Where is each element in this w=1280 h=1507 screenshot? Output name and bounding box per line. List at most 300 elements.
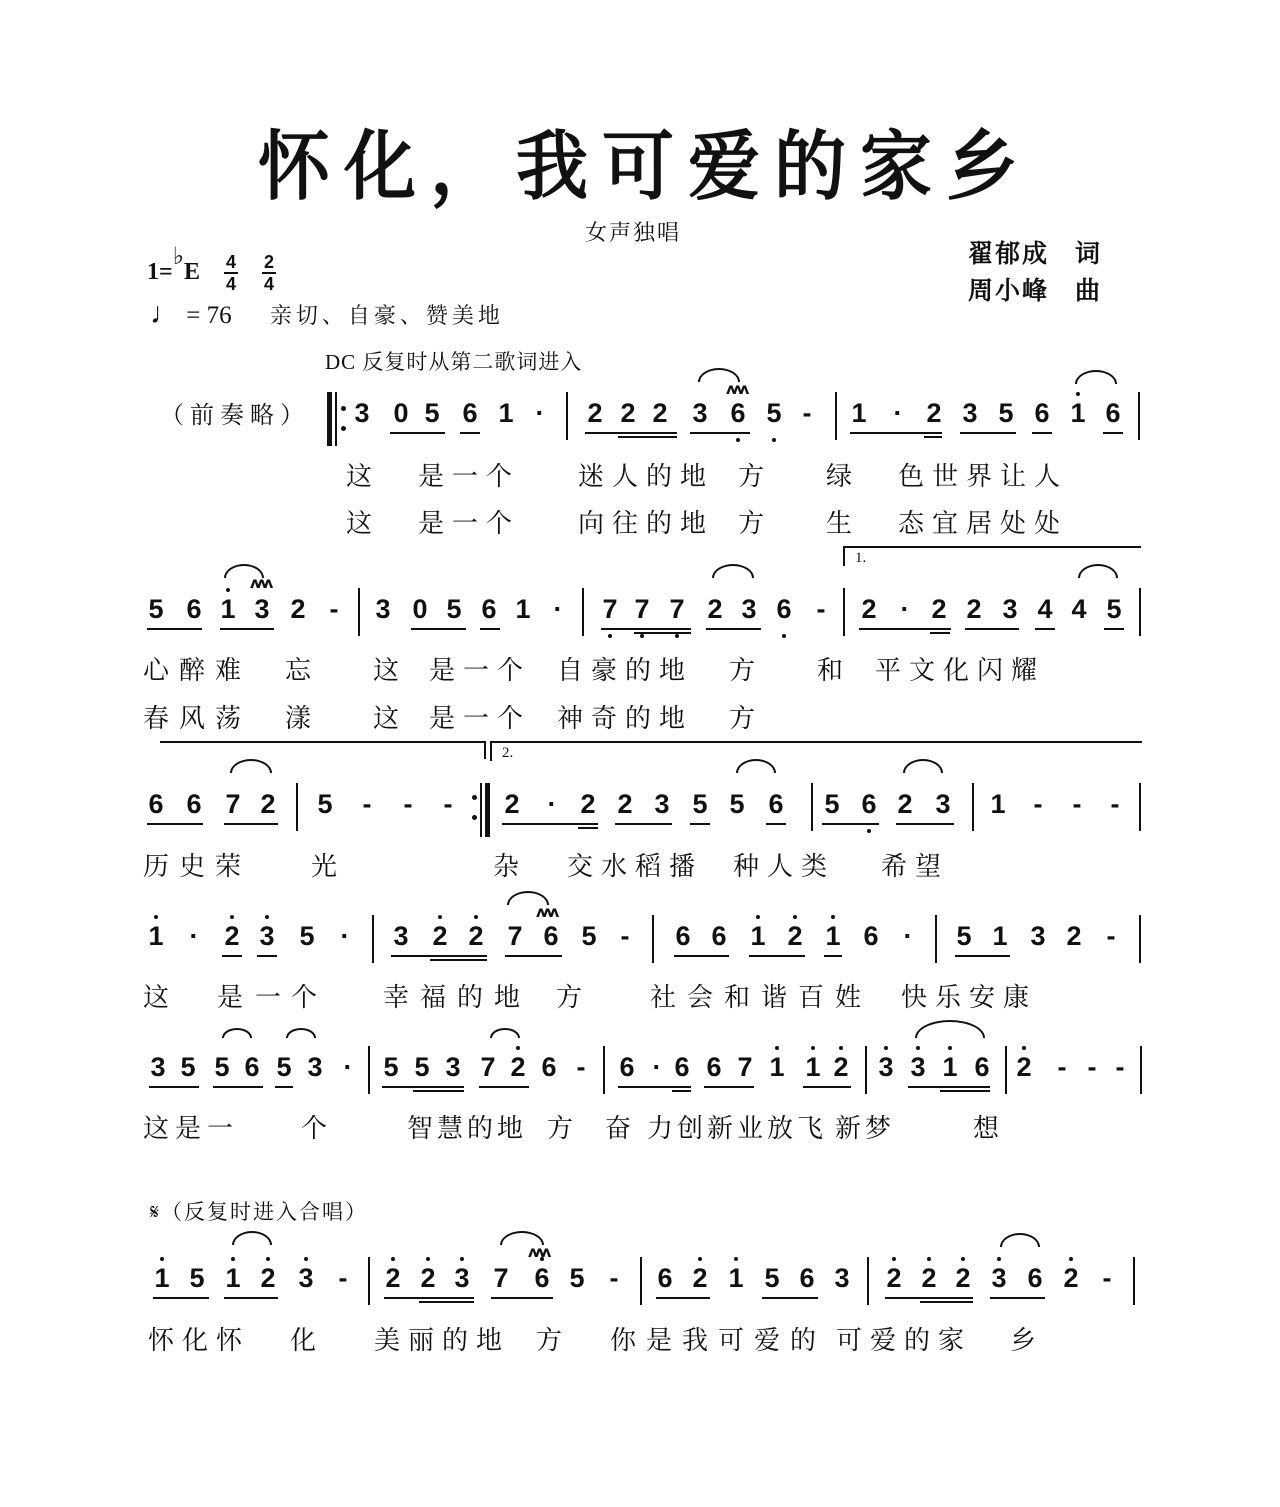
note: 5 xyxy=(148,594,164,624)
note: 6 xyxy=(619,1052,635,1082)
note: 6 xyxy=(543,921,559,951)
repeat-end-barline xyxy=(485,783,490,837)
underline xyxy=(419,1301,474,1303)
barline xyxy=(1133,1257,1135,1305)
note: 5 xyxy=(414,1052,430,1082)
note: - xyxy=(443,789,453,819)
note: 3 xyxy=(254,594,270,624)
note: 5 xyxy=(1106,594,1122,624)
note: 5 xyxy=(729,789,745,819)
barline xyxy=(372,915,374,963)
barline xyxy=(652,915,654,963)
underline xyxy=(1032,432,1052,434)
note: 1 xyxy=(746,921,770,951)
note: 5 xyxy=(446,594,462,624)
note: 2 xyxy=(931,594,947,624)
note: 5 xyxy=(569,1263,585,1293)
note: - xyxy=(1115,1052,1125,1082)
note: 5 xyxy=(762,398,786,428)
note: 3 xyxy=(987,1263,1011,1293)
note: 3 xyxy=(906,1052,930,1082)
note: 2 xyxy=(951,1263,975,1293)
underline xyxy=(859,628,951,630)
staff-line-3 xyxy=(0,789,1280,845)
note: 5 xyxy=(581,921,597,951)
note: · xyxy=(340,921,350,951)
note: 6 xyxy=(186,594,202,624)
underline xyxy=(615,823,672,825)
barline xyxy=(1139,588,1141,636)
note: 7 xyxy=(737,1052,753,1082)
note: 5 xyxy=(317,789,333,819)
note: 6 xyxy=(706,1052,722,1082)
note: - xyxy=(609,1263,619,1293)
note: 4 xyxy=(1071,594,1087,624)
note: 2 xyxy=(220,921,244,951)
barline xyxy=(368,1046,370,1094)
key-label: 1= xyxy=(147,259,173,285)
note: 5 xyxy=(424,398,440,428)
note: 2 xyxy=(926,398,942,428)
underline xyxy=(222,955,242,957)
lyrics-verse-1-line-1: 这 是 一 个 迷 人 的 地 方 绿 色 世 界 让 人 xyxy=(346,462,1061,492)
note: 2 xyxy=(464,921,488,951)
performance-type: 女声独唱 xyxy=(585,221,682,246)
underline xyxy=(480,628,500,630)
note: - xyxy=(620,921,630,951)
barline xyxy=(640,1257,642,1305)
note: 2 xyxy=(381,1263,405,1293)
note: 3 xyxy=(354,398,370,428)
staff-line-6 xyxy=(0,1243,1280,1319)
note: 2 xyxy=(652,398,668,428)
underline xyxy=(850,432,942,434)
note: 2 xyxy=(1012,1052,1036,1082)
key-signature xyxy=(147,244,276,295)
note: 6 xyxy=(244,1052,260,1082)
underline xyxy=(147,628,202,630)
underline xyxy=(674,955,729,957)
note: 3 xyxy=(935,789,951,819)
underline xyxy=(656,1297,710,1299)
note: 6 xyxy=(148,789,164,819)
barline xyxy=(582,588,584,636)
repeat-dot xyxy=(341,426,346,431)
note: 1 xyxy=(851,398,867,428)
note: 1 xyxy=(821,921,845,951)
slur xyxy=(1078,564,1118,578)
underline xyxy=(924,436,942,438)
underline xyxy=(618,436,677,438)
staff-line-4 xyxy=(0,903,1280,977)
underline xyxy=(390,432,445,434)
barline xyxy=(368,1257,370,1305)
note: 1 xyxy=(724,1263,748,1293)
note: 1 xyxy=(992,921,1008,951)
repeat-dot xyxy=(472,815,477,820)
note: 6 xyxy=(974,1052,990,1082)
note: 5 xyxy=(189,1263,205,1293)
underline xyxy=(220,628,274,630)
slur xyxy=(1075,370,1117,384)
underline xyxy=(1104,628,1124,630)
lyrics-line-3: 历 史 荣 光 杂 交 水 稻 播 种 人 类 希 望 xyxy=(143,852,942,882)
note: 1 xyxy=(144,921,168,951)
note: 5 xyxy=(764,1263,780,1293)
note: · xyxy=(343,1052,353,1082)
tempo-marking xyxy=(150,297,504,331)
lyrics-line-6: 怀 化 怀 化 美 丽 的 地 方 你 是 我 可 爱 的 可 爱 的 家 乡 xyxy=(148,1326,1037,1356)
note: 6 xyxy=(674,1052,690,1082)
note: · xyxy=(189,921,199,951)
note: 3 xyxy=(255,921,279,951)
underline xyxy=(460,432,480,434)
underline xyxy=(885,1297,973,1299)
note: 3 xyxy=(741,594,757,624)
note: 3 xyxy=(962,398,978,428)
note: 2 xyxy=(620,398,636,428)
underline xyxy=(502,823,598,825)
note: - xyxy=(329,594,339,624)
note: 5 xyxy=(998,398,1014,428)
composer-role: 曲 xyxy=(1075,276,1103,305)
note: · xyxy=(893,398,903,428)
barline xyxy=(1139,915,1141,963)
note: 2 xyxy=(506,1052,530,1082)
note: 6 xyxy=(657,1263,673,1293)
note: · xyxy=(535,398,545,428)
note: - xyxy=(1102,1263,1112,1293)
note: - xyxy=(802,398,812,428)
barline xyxy=(358,588,360,636)
song-title: 怀化，我可爱的家乡 xyxy=(257,122,1032,211)
volta-2-bracket: 2. xyxy=(490,741,1142,761)
note: 7 xyxy=(665,594,689,624)
underline xyxy=(766,823,786,825)
note: 0 xyxy=(393,398,409,428)
repeat-start-barline xyxy=(327,392,332,446)
note: 3 xyxy=(294,1263,318,1293)
underline xyxy=(430,959,487,961)
barline xyxy=(1005,1046,1007,1094)
note: 6 xyxy=(675,921,691,951)
note: - xyxy=(576,1052,586,1082)
note: 0 xyxy=(412,594,428,624)
underline xyxy=(491,1297,553,1299)
barline xyxy=(811,783,813,831)
note: 5 xyxy=(383,1052,399,1082)
underline xyxy=(930,632,950,634)
note: · xyxy=(553,594,563,624)
note: 3 xyxy=(450,1263,474,1293)
time-signature-4-4: $\frac{4}{4}$ xyxy=(226,252,237,295)
note: 2 xyxy=(966,594,982,624)
lyricist-role: 词 xyxy=(1075,239,1103,268)
note: 2 xyxy=(1059,1263,1083,1293)
underline xyxy=(920,1301,973,1303)
underline xyxy=(960,432,1016,434)
underline xyxy=(965,628,1019,630)
underline xyxy=(505,955,562,957)
lyrics-verse-2-line-2: 春 风 荡 漾 这 是 一 个 神 奇 的 地 方 xyxy=(143,704,756,734)
note: 6 xyxy=(530,1263,554,1293)
note: 2 xyxy=(260,789,276,819)
barline xyxy=(566,392,568,440)
lyrics-line-5: 这 是 一 个 智 慧 的 地 方 奋 力 创 新 业 放 飞 新 梦 想 xyxy=(143,1114,1000,1144)
note: 2 xyxy=(707,594,723,624)
note: 2 xyxy=(1066,921,1082,951)
note: 3 xyxy=(654,789,670,819)
mordent-icon: ʌʌʌ xyxy=(250,574,271,592)
intro-omitted: （前奏略） xyxy=(160,401,310,429)
slur xyxy=(736,759,776,773)
note: 4 xyxy=(1037,594,1053,624)
note: 3 xyxy=(445,1052,461,1082)
note: - xyxy=(1072,789,1082,819)
note: 3 xyxy=(834,1263,850,1293)
note: 7 xyxy=(598,594,622,624)
note: - xyxy=(338,1263,348,1293)
slur xyxy=(915,1020,985,1038)
note: 6 xyxy=(462,398,478,428)
note: 1 xyxy=(221,1263,245,1293)
note: 7 xyxy=(507,921,523,951)
underline xyxy=(955,955,1010,957)
underline xyxy=(275,1086,293,1088)
note: 3 xyxy=(874,1052,898,1082)
barline xyxy=(480,783,482,837)
note: 2 xyxy=(829,1052,853,1082)
underline xyxy=(749,955,805,957)
note: 1 xyxy=(150,1263,174,1293)
note: 3 xyxy=(307,1052,323,1082)
flat-icon: ♭ xyxy=(172,244,185,270)
underline xyxy=(896,823,954,825)
underline xyxy=(413,1090,464,1092)
expression-marking: 亲切、自豪、赞美地 xyxy=(269,304,504,329)
underline xyxy=(822,823,879,825)
barline xyxy=(603,1046,605,1094)
note: 7 xyxy=(225,789,241,819)
slur xyxy=(490,1028,520,1038)
note: 3 xyxy=(393,921,409,951)
note: 2 xyxy=(861,594,877,624)
note: - xyxy=(1033,789,1043,819)
note: 7 xyxy=(480,1052,496,1082)
note: 1 xyxy=(801,1052,825,1082)
barline xyxy=(1138,392,1140,440)
underline xyxy=(690,823,710,825)
slur xyxy=(230,759,272,773)
underline xyxy=(908,1086,990,1088)
underline xyxy=(618,1086,691,1088)
note: 6 xyxy=(857,789,881,819)
underline xyxy=(147,823,203,825)
staff-line-1 xyxy=(0,380,1280,454)
lyrics-verse-1-line-2: 心 醉 难 忘 这 是 一 个 自 豪 的 地 方 和 平 文 化 闪 耀 xyxy=(143,656,1038,686)
barline xyxy=(335,392,337,446)
slur xyxy=(1000,1233,1040,1247)
slur xyxy=(286,1028,316,1038)
underline xyxy=(384,1297,474,1299)
lyrics-verse-2-line-1: 这 是 一 个 向 往 的 地 方 生 态 宜 居 处 处 xyxy=(346,509,1061,539)
underline xyxy=(257,955,277,957)
underline xyxy=(706,628,761,630)
note: · xyxy=(547,789,557,819)
note: 2 xyxy=(917,1263,941,1293)
underline xyxy=(940,1090,990,1092)
underline xyxy=(153,1297,209,1299)
note: - xyxy=(403,789,413,819)
volta-1-bracket-continuation xyxy=(160,741,486,743)
note: 5 xyxy=(276,1052,292,1082)
note: 1 xyxy=(515,594,531,624)
note: 3 xyxy=(375,594,391,624)
underline xyxy=(1103,432,1123,434)
note: 2 xyxy=(587,398,603,428)
tempo-value: = 76 xyxy=(186,302,232,329)
composer-credit xyxy=(968,271,1102,307)
volta-1-bracket: 1. xyxy=(843,546,1141,566)
underline xyxy=(391,955,487,957)
barline xyxy=(296,783,298,831)
quarter-note-icon: ♩ xyxy=(150,297,180,330)
underline xyxy=(149,1086,199,1088)
barline xyxy=(843,588,845,636)
segno-chorus-note: 𝄋（反复时进入合唱） xyxy=(150,1200,369,1224)
repeat-dot xyxy=(472,795,477,800)
barline xyxy=(972,783,974,831)
underline xyxy=(601,628,691,630)
underline xyxy=(585,432,677,434)
note: · xyxy=(900,594,910,624)
barline xyxy=(865,1046,867,1094)
note: 3 xyxy=(150,1052,166,1082)
note: 5 xyxy=(180,1052,196,1082)
barline xyxy=(1140,1046,1142,1094)
lyricist-credit xyxy=(968,234,1102,270)
note: 2 xyxy=(428,921,452,951)
underline xyxy=(224,1297,278,1299)
note: 2 xyxy=(290,594,306,624)
underline xyxy=(803,1086,851,1088)
barline xyxy=(867,1257,869,1305)
note: - xyxy=(362,789,372,819)
note: 1 xyxy=(498,398,514,428)
note: 6 xyxy=(1105,398,1121,428)
note: 2 xyxy=(783,921,807,951)
note: 3 xyxy=(1002,594,1018,624)
underline xyxy=(634,632,691,634)
note: 2 xyxy=(882,1263,906,1293)
barline xyxy=(935,915,937,963)
underline xyxy=(704,1086,754,1088)
composer-name: 周小峰 xyxy=(968,276,1050,305)
lyricist-name: 翟郁成 xyxy=(968,239,1050,268)
note: 6 xyxy=(799,1263,815,1293)
note: 6 xyxy=(541,1052,557,1082)
note: 5 xyxy=(956,921,972,951)
note: 3 xyxy=(1030,921,1046,951)
underline xyxy=(382,1086,464,1088)
time-signature-2-4: $\frac{2}{4}$ xyxy=(264,252,275,295)
slur xyxy=(232,1231,272,1245)
note: 2 xyxy=(504,789,520,819)
note: 6 xyxy=(772,594,796,624)
note: 2 xyxy=(256,1263,280,1293)
note: 6 xyxy=(768,789,784,819)
underline xyxy=(762,1297,818,1299)
note: - xyxy=(1110,789,1120,819)
note: · xyxy=(903,921,913,951)
slur xyxy=(903,759,943,773)
note: 6 xyxy=(481,594,497,624)
note: 6 xyxy=(726,398,750,428)
note: 3 xyxy=(692,398,708,428)
lyrics-line-4: 这 是 一 个 幸 福 的 地 方 社 会 和 谐 百 姓 快 乐 安 康 xyxy=(143,983,1030,1013)
staff-line-5 xyxy=(0,1052,1280,1108)
note: 5 xyxy=(692,789,708,819)
underline xyxy=(990,1297,1045,1299)
dc-instruction: DC 反复时从第二歌词进入 xyxy=(325,350,583,374)
underline xyxy=(690,432,750,434)
note: 6 xyxy=(1027,1263,1043,1293)
note: 1 xyxy=(216,594,240,624)
mordent-icon: ʌʌʌ xyxy=(536,903,557,921)
slur xyxy=(712,564,754,578)
note: - xyxy=(1106,921,1116,951)
staff-line-2 xyxy=(0,574,1280,650)
underline xyxy=(213,1086,263,1088)
underline xyxy=(1035,628,1055,630)
note: 6 xyxy=(1034,398,1050,428)
note: 1 xyxy=(990,789,1006,819)
note: 6 xyxy=(711,921,727,951)
note: 2 xyxy=(897,789,913,819)
volta-1-end xyxy=(484,741,486,759)
underline xyxy=(824,955,842,957)
note: - xyxy=(1087,1052,1097,1082)
note: 6 xyxy=(186,789,202,819)
mordent-icon: ʌʌʌ xyxy=(726,380,747,398)
barline xyxy=(1139,783,1141,831)
note: - xyxy=(816,594,826,624)
underline xyxy=(672,1090,691,1092)
note: 6 xyxy=(863,921,879,951)
note: 5 xyxy=(824,789,840,819)
underline xyxy=(479,1086,529,1088)
note: 1 xyxy=(765,1052,789,1082)
note: 5 xyxy=(299,921,315,951)
note: 2 xyxy=(580,789,596,819)
note: - xyxy=(1057,1052,1067,1082)
key-letter: E xyxy=(184,259,201,285)
repeat-dot xyxy=(341,406,346,411)
underline xyxy=(578,827,598,829)
mordent-icon: ʌʌʌ xyxy=(528,1243,549,1261)
note: 2 xyxy=(688,1263,712,1293)
note: 5 xyxy=(214,1052,230,1082)
note: 1 xyxy=(1066,398,1090,428)
slur xyxy=(222,1028,252,1038)
barline xyxy=(835,392,837,440)
note: · xyxy=(652,1052,662,1082)
underline xyxy=(224,823,278,825)
underline xyxy=(411,628,466,630)
note: 7 xyxy=(630,594,654,624)
note: 7 xyxy=(493,1263,509,1293)
note: 2 xyxy=(617,789,633,819)
